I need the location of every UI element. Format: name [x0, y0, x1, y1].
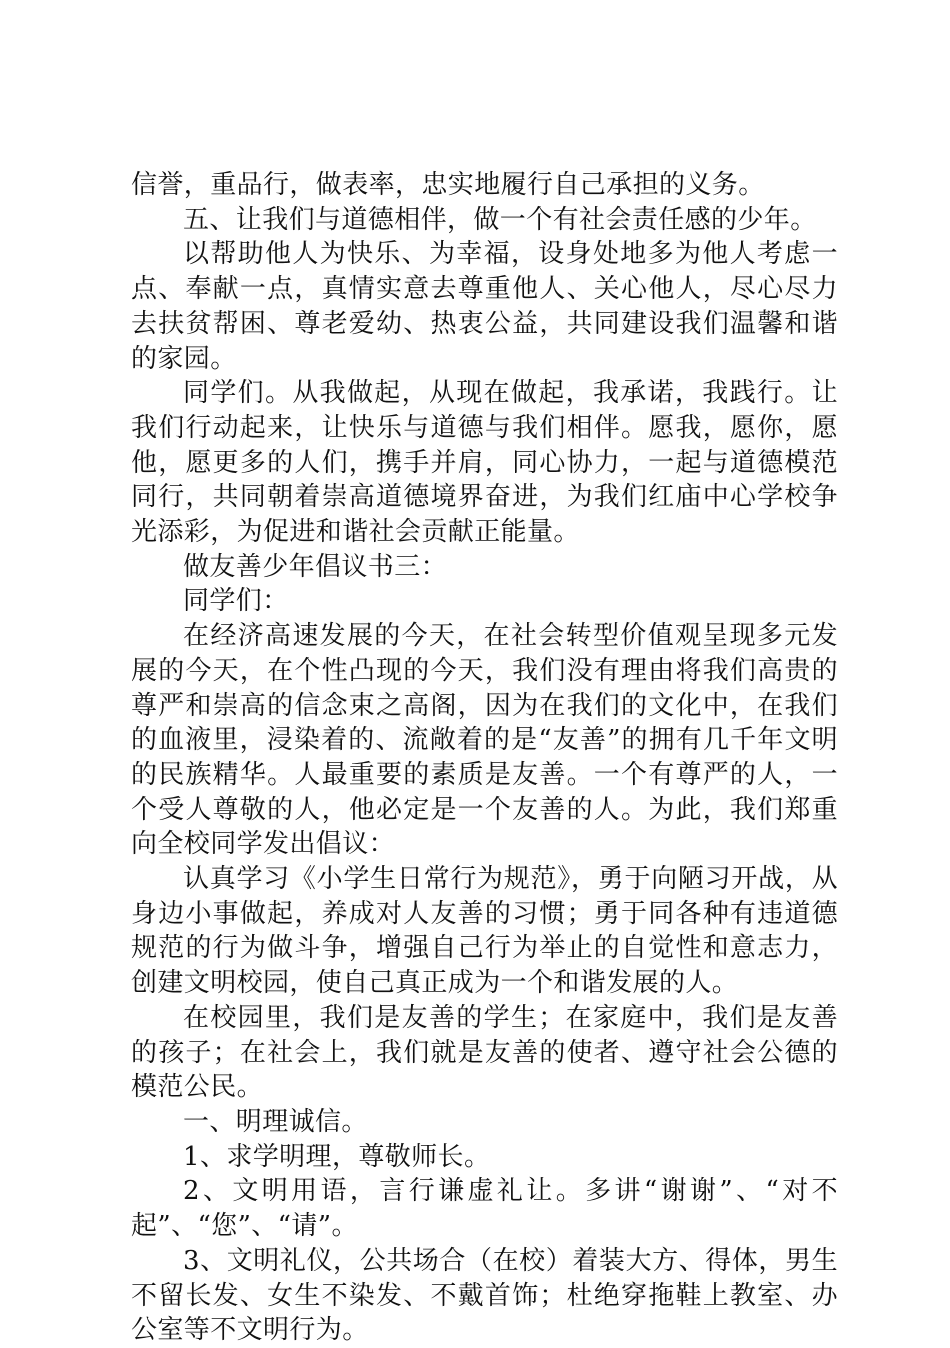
paragraph-7: 在经济高速发展的今天，在社会转型价值观呈现多元发展的今天，在个性凸现的今天，我们没有理由将我们高贵的尊严和崇高的信念束之高阁，因为在我们的文化中，在我们的血液里，浸染着的、流敞着的是“友善”的拥有几千年文明的民族精华。人最重要的素质是友善。一个有尊严的人，一个受人尊敬的人，他必定是一个友善的人。为此，我们郑重向全校同学发出倡议： — [131, 621, 838, 860]
salutation: 同学们： — [183, 586, 289, 617]
list-item-3: 3、文明礼仪，公共场合（在校）着装大方、得体，男生不留长发、女生不染发、不戴首饰；杜绝穿拖鞋上教室、办公室等不文明行为。 — [131, 1245, 838, 1346]
paragraph-9: 在校园里，我们是友善的学生；在家庭中，我们是友善的孩子；在社会上，我们就是友善的使者、遵守社会公德的模范公民。 — [131, 1002, 838, 1103]
list-item-2: 2、文明用语，言行谦虚礼让。多讲“谢谢”、“对不起”、“您”、“请”。 — [131, 1176, 838, 1242]
paragraph-1: 信誉，重品行，做表率，忠实地履行自己承担的义务。 — [131, 170, 765, 200]
paragraph-8: 认真学习《小学生日常行为规范》，勇于向陋习开战，从身边小事做起，养成对人友善的习惯；勇于同各种有违道德规范的行为做斗争，增强自己行为举止的自觉性和意志力，创建文明校园，使自己真正成为一个和谐发展的人。 — [131, 864, 838, 999]
list-item-1: 1、求学明理，尊敬师长。 — [183, 1141, 491, 1172]
paragraph-4: 同学们。从我做起，从现在做起，我承诺，我践行。让我们行动起来，让快乐与道德与我们相伴。愿我，愿你，愿他，愿更多的人们，携手并肩，同心协力，一起与道德模范同行，共同朝着崇高道德境界奋进，为我们红庙中心学校争光添彩，为促进和谐社会贡献正能量。 — [131, 378, 838, 548]
paragraph-2: 五、让我们与道德相伴，做一个有社会责任感的少年。 — [183, 204, 817, 235]
list-heading: 一、明理诚信。 — [183, 1106, 368, 1137]
section-heading: 做友善少年倡议书三： — [183, 551, 448, 582]
paragraph-3: 以帮助他人为快乐、为幸福，设身处地多为他人考虑一点、奉献一点，真情实意去尊重他人、关心他人，尽心尽力去扶贫帮困、尊老爱幼、热衷公益，共同建设我们温馨和谐的家园。 — [131, 239, 838, 374]
